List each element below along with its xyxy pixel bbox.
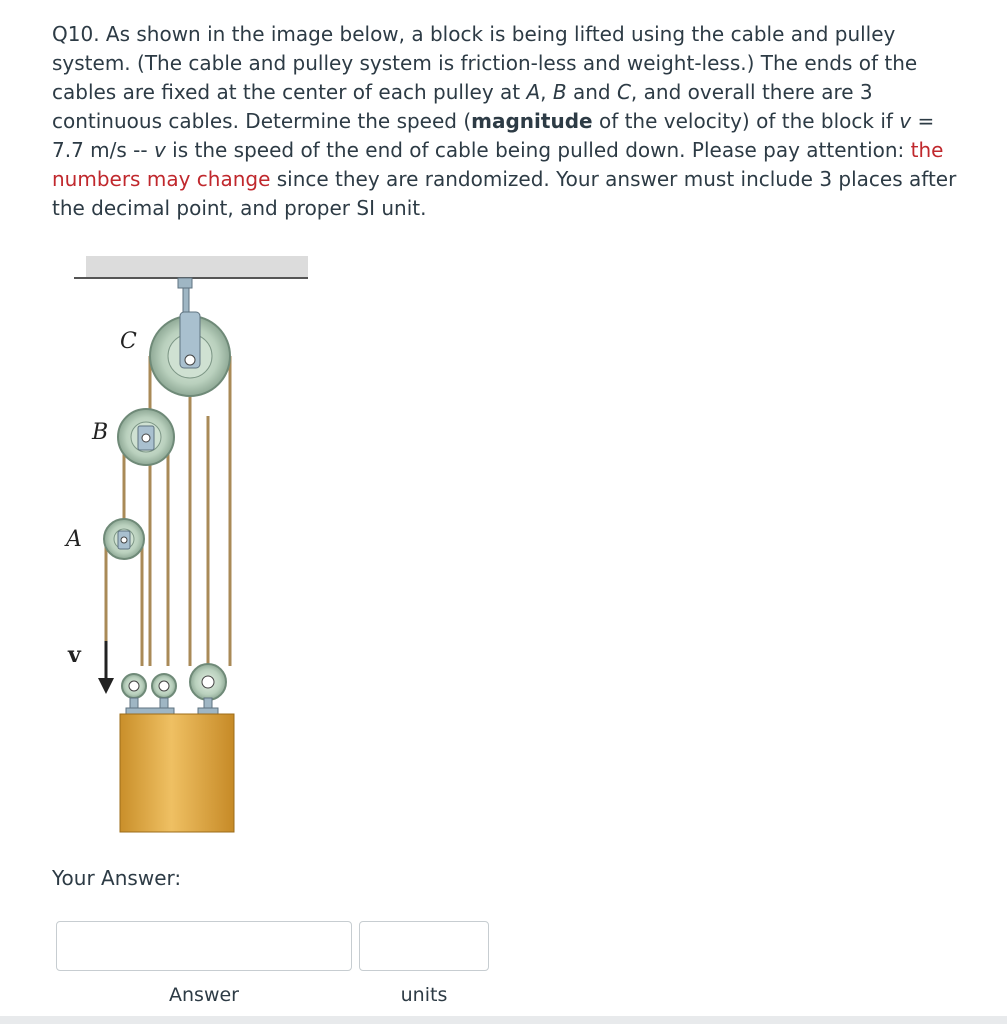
pulley-figure [58, 236, 318, 846]
block-pulleys [122, 664, 226, 714]
randomized-warning: the numbers may change [52, 138, 944, 191]
block [120, 714, 234, 832]
pulley-c [150, 312, 230, 396]
pulley-a [104, 519, 144, 559]
answer-label: Answer [169, 984, 239, 1006]
units-label: units [400, 984, 448, 1006]
velocity-arrow [98, 641, 114, 694]
units-input[interactable] [359, 921, 489, 971]
label-a: A [66, 527, 82, 552]
answer-input[interactable] [56, 921, 352, 971]
question-text: Q10. As shown in the image below, a block is being lifted using the cable and pulley system. (The cable and pulley system is friction-less and weight-less.) The ends of the cables are fixed at the center of each pulley at A, B and C, and overall there are 3 continuous cables. Determine the speed (magnitude of the velocity) of the block if v = 7.7 m/s -- v is the speed of the end of cable being pulled down. Please pay attention: the numbers may change since they are randomized. Your answer must include 3 places after the decimal point, and proper SI unit. [52, 22, 957, 220]
label-b: B [92, 420, 109, 445]
label-c: C [120, 329, 137, 354]
ceiling [86, 256, 308, 278]
bottom-bar [0, 1016, 1007, 1024]
label-v: v [68, 642, 81, 668]
pulley-b [118, 409, 174, 465]
your-answer-heading: Your Answer: [52, 866, 182, 890]
